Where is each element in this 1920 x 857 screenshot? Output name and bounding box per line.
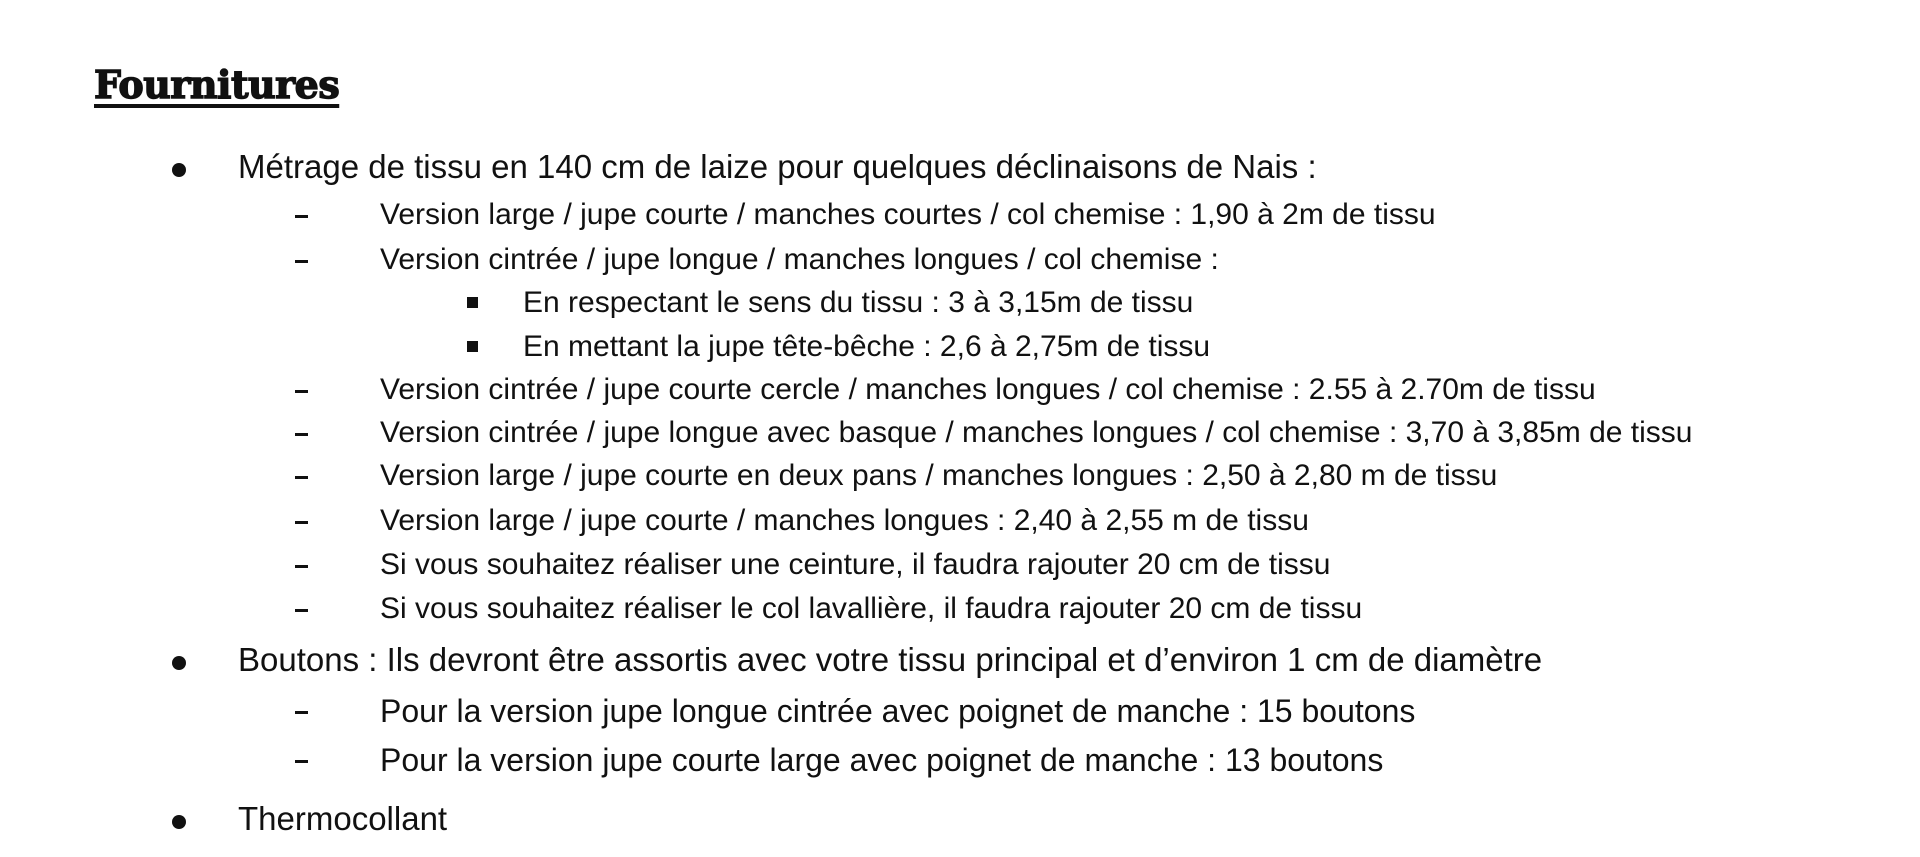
dash-icon <box>295 476 308 479</box>
sub-sub-list-item-text: En respectant le sens du tissu : 3 à 3,15m de tissu <box>523 286 1194 319</box>
sub-list-item-text: Version large / jupe courte / manches courtes / col chemise : 1,90 à 2m de tissu <box>380 198 1436 231</box>
square-bullet-icon <box>467 341 478 352</box>
sub-list-item-text: Si vous souhaitez réaliser le col lavallière, il faudra rajouter 20 cm de tissu <box>380 592 1363 625</box>
dash-icon <box>295 521 308 524</box>
dash-icon <box>295 390 308 393</box>
dash-icon <box>295 260 308 263</box>
square-bullet-icon <box>467 297 478 308</box>
dash-icon <box>295 760 308 763</box>
sub-list-item-text: Version cintrée / jupe longue / manches longues / col chemise : <box>380 243 1219 276</box>
dash-icon <box>295 711 308 714</box>
sub-list-item-text: Version large / jupe courte en deux pans / manches longues : 2,50 à 2,80 m de tissu <box>380 459 1498 492</box>
dash-icon <box>295 565 308 568</box>
bullet-icon <box>172 163 186 177</box>
sub-list-item-text: Si vous souhaitez réaliser une ceinture, il faudra rajouter 20 cm de tissu <box>380 548 1331 581</box>
sub-list-item-text: Pour la version jupe longue cintrée avec poignet de manche : 15 boutons <box>380 693 1416 729</box>
bullet-icon <box>172 656 186 670</box>
bullet-icon <box>172 815 186 829</box>
sub-sub-list-item-text: En mettant la jupe tête-bêche : 2,6 à 2,75m de tissu <box>523 330 1211 363</box>
sub-list-item-text: Version large / jupe courte / manches longues : 2,40 à 2,55 m de tissu <box>380 504 1309 537</box>
list-item-text: Boutons : Ils devront être assortis avec votre tissu principal et d’environ 1 cm de diamètre <box>238 641 1543 678</box>
dash-icon <box>295 609 308 612</box>
sub-list-item-text: Version cintrée / jupe longue avec basque / manches longues / col chemise : 3,70 à 3,85m de tissu <box>380 416 1693 449</box>
sub-list-item-text: Pour la version jupe courte large avec poignet de manche : 13 boutons <box>380 742 1384 778</box>
section-title: Fournitures <box>94 62 340 107</box>
dash-icon <box>295 215 308 218</box>
list-item-text: Métrage de tissu en 140 cm de laize pour quelques déclinaisons de Nais : <box>238 148 1317 185</box>
sub-list-item-text: Version cintrée / jupe courte cercle / manches longues / col chemise : 2.55 à 2.70m de tissu <box>380 373 1596 406</box>
list-item-text: Thermocollant <box>238 800 448 837</box>
dash-icon <box>295 433 308 436</box>
